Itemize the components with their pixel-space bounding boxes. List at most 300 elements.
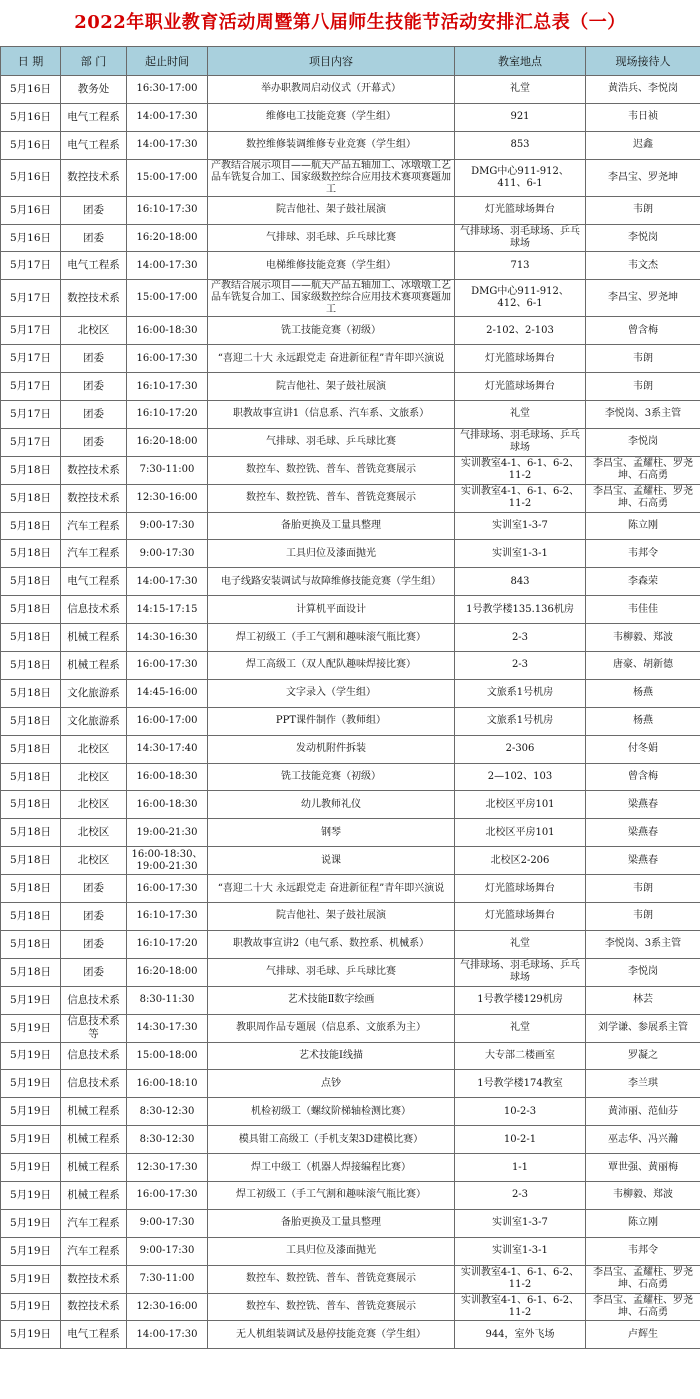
location-cell: 实训室1-3-7	[455, 1209, 586, 1237]
location-cell: 北校区平房101	[455, 819, 586, 847]
host-cell: 陈立刚	[586, 1209, 700, 1237]
host-cell: 李兰琪	[586, 1070, 700, 1098]
department-cell: 机械工程系	[61, 1154, 127, 1182]
host-cell: 韦邦令	[586, 1237, 700, 1265]
event-cell: 模具钳工高级工（手机支架3D建模比赛）	[208, 1126, 455, 1154]
host-cell: 李昌宝、罗尧坤	[586, 280, 700, 317]
time-cell: 9:00-17:30	[127, 1237, 208, 1265]
time-cell: 16:00-17:30	[127, 652, 208, 680]
department-cell: 北校区	[61, 819, 127, 847]
department-cell: 团委	[61, 373, 127, 401]
host-cell: 卢辉生	[586, 1321, 700, 1349]
date-cell: 5月18日	[1, 930, 61, 958]
host-cell: 迟鑫	[586, 131, 700, 159]
location-cell: 10-2-1	[455, 1126, 586, 1154]
date-cell: 5月19日	[1, 1181, 61, 1209]
location-cell: 大专部二楼画室	[455, 1042, 586, 1070]
table-row	[1, 847, 700, 875]
date-cell: 5月19日	[1, 1209, 61, 1237]
time-cell: 12:30-17:30	[127, 1154, 208, 1182]
location-cell: 2-306	[455, 735, 586, 763]
department-cell: 北校区	[61, 317, 127, 345]
host-cell: 陈立刚	[586, 512, 700, 540]
department-cell: 信息技术系	[61, 596, 127, 624]
host-cell: 韦朗	[586, 373, 700, 401]
department-cell: 北校区	[61, 763, 127, 791]
event-cell: 数控维修装调维修专业竞赛（学生组）	[208, 131, 455, 159]
time-cell: 19:00-21:30	[127, 819, 208, 847]
table-row	[1, 159, 700, 196]
location-cell: 文旅系1号机房	[455, 707, 586, 735]
location-cell: 礼堂	[455, 401, 586, 429]
location-cell: 灯光篮球场舞台	[455, 345, 586, 373]
table-row	[1, 373, 700, 401]
location-cell: 北校区平房101	[455, 791, 586, 819]
department-cell: 汽车工程系	[61, 1209, 127, 1237]
date-cell: 5月18日	[1, 679, 61, 707]
table-row	[1, 568, 700, 596]
date-cell: 5月18日	[1, 875, 61, 903]
date-cell: 5月19日	[1, 1293, 61, 1321]
date-cell: 5月18日	[1, 763, 61, 791]
department-cell: 文化旅游系	[61, 707, 127, 735]
department-cell: 团委	[61, 875, 127, 903]
date-cell: 5月19日	[1, 986, 61, 1014]
time-cell: 14:30-16:30	[127, 624, 208, 652]
department-cell: 信息技术系等	[61, 1014, 127, 1042]
time-cell: 14:30-17:40	[127, 735, 208, 763]
location-cell: 实训室1-3-7	[455, 512, 586, 540]
event-cell: 铣工技能竞赛（初级）	[208, 763, 455, 791]
department-cell: 电气工程系	[61, 1321, 127, 1349]
location-cell: 气排球场、羽毛球场、乒乓球场	[455, 428, 586, 456]
time-cell: 14:00-17:30	[127, 131, 208, 159]
department-cell: 团委	[61, 401, 127, 429]
host-cell: 黄沛丽、范仙芬	[586, 1098, 700, 1126]
date-cell: 5月18日	[1, 903, 61, 931]
event-cell: 备胎更换及工量具整理	[208, 1209, 455, 1237]
department-cell: 电气工程系	[61, 103, 127, 131]
table-row	[1, 1321, 700, 1349]
host-cell: 黄浩兵、李悦岗	[586, 76, 700, 104]
time-cell: 16:20-18:00	[127, 224, 208, 252]
date-cell: 5月17日	[1, 401, 61, 429]
event-cell: 计算机平面设计	[208, 596, 455, 624]
time-cell: 14:00-17:30	[127, 252, 208, 280]
department-cell: 团委	[61, 428, 127, 456]
host-cell: 覃世强、黄丽梅	[586, 1154, 700, 1182]
table-body	[1, 76, 700, 1349]
department-cell: 机械工程系	[61, 1181, 127, 1209]
table-row	[1, 1154, 700, 1182]
time-cell: 16:00-17:30	[127, 345, 208, 373]
event-cell: 电梯维修技能竞赛（学生组）	[208, 252, 455, 280]
department-cell: 北校区	[61, 735, 127, 763]
host-cell: 韦邦令	[586, 540, 700, 568]
department-cell: 信息技术系	[61, 1070, 127, 1098]
time-cell: 9:00-17:30	[127, 540, 208, 568]
location-cell: 实训室1-3-1	[455, 540, 586, 568]
event-cell: 气排球、羽毛球、乒乓球比赛	[208, 224, 455, 252]
event-cell: 焊工初级工（手工气割和趣味滚气瓶比赛）	[208, 1181, 455, 1209]
host-cell: 梁燕春	[586, 847, 700, 875]
department-cell: 数控技术系	[61, 484, 127, 512]
event-cell: 维修电工技能竞赛（学生组）	[208, 103, 455, 131]
header-time: 起止时间	[127, 47, 208, 76]
header-date: 日 期	[1, 47, 61, 76]
department-cell: 教务处	[61, 76, 127, 104]
table-row	[1, 280, 700, 317]
host-cell: 李昌宝、罗尧坤	[586, 159, 700, 196]
date-cell: 5月18日	[1, 958, 61, 986]
host-cell: 杨燕	[586, 679, 700, 707]
host-cell: 李昌宝、孟耀柱、罗尧坤、石高勇	[586, 1293, 700, 1321]
date-cell: 5月17日	[1, 345, 61, 373]
department-cell: 文化旅游系	[61, 679, 127, 707]
location-cell: 灯光篮球场舞台	[455, 875, 586, 903]
date-cell: 5月18日	[1, 707, 61, 735]
table-row	[1, 317, 700, 345]
location-cell: 2—102、103	[455, 763, 586, 791]
table-row	[1, 1126, 700, 1154]
department-cell: 团委	[61, 196, 127, 224]
location-cell: 10-2-3	[455, 1098, 586, 1126]
date-cell: 5月19日	[1, 1265, 61, 1293]
location-cell: 1号教学楼129机房	[455, 986, 586, 1014]
location-cell: 843	[455, 568, 586, 596]
location-cell: 1号教学楼174教室	[455, 1070, 586, 1098]
date-cell: 5月19日	[1, 1154, 61, 1182]
host-cell: 韦柳毅、郑波	[586, 1181, 700, 1209]
time-cell: 16:10-17:20	[127, 930, 208, 958]
time-cell: 16:30-17:00	[127, 76, 208, 104]
location-cell: 实训教室4-1、6-1、6-2、11-2	[455, 1265, 586, 1293]
event-cell: 焊工高级工（双人配队趣味焊接比赛）	[208, 652, 455, 680]
table-row	[1, 512, 700, 540]
time-cell: 16:10-17:30	[127, 373, 208, 401]
event-cell: “喜迎二十大 永远跟党走 奋进新征程”青年即兴演说	[208, 875, 455, 903]
time-cell: 8:30-12:30	[127, 1126, 208, 1154]
host-cell: 李森荣	[586, 568, 700, 596]
time-cell: 15:00-18:00	[127, 1042, 208, 1070]
host-cell: 李悦岗	[586, 958, 700, 986]
department-cell: 信息技术系	[61, 986, 127, 1014]
event-cell: 无人机组装调试及悬停技能竞赛（学生组）	[208, 1321, 455, 1349]
event-cell: 艺术技能Ⅱ数字绘画	[208, 986, 455, 1014]
department-cell: 北校区	[61, 847, 127, 875]
event-cell: 焊工初级工（手工气割和趣味滚气瓶比赛）	[208, 624, 455, 652]
department-cell: 数控技术系	[61, 159, 127, 196]
time-cell: 7:30-11:00	[127, 1265, 208, 1293]
department-cell: 汽车工程系	[61, 512, 127, 540]
table-row	[1, 1209, 700, 1237]
table-row	[1, 903, 700, 931]
host-cell: 李昌宝、孟耀柱、罗尧坤、石高勇	[586, 1265, 700, 1293]
host-cell: 罗凝之	[586, 1042, 700, 1070]
department-cell: 团委	[61, 224, 127, 252]
table-row	[1, 679, 700, 707]
location-cell: 北校区2-206	[455, 847, 586, 875]
host-cell: 韦日祯	[586, 103, 700, 131]
location-cell: 2-3	[455, 1181, 586, 1209]
event-cell: 院吉他社、架子鼓社展演	[208, 373, 455, 401]
host-cell: 韦朗	[586, 345, 700, 373]
location-cell: 1号教学楼135.136机房	[455, 596, 586, 624]
event-cell: PPT课件制作（教师组）	[208, 707, 455, 735]
table-row	[1, 540, 700, 568]
table-row	[1, 875, 700, 903]
event-cell: 焊工中级工（机器人焊接编程比赛）	[208, 1154, 455, 1182]
table-row	[1, 196, 700, 224]
location-cell: 1-1	[455, 1154, 586, 1182]
event-cell: 数控车、数控铣、普车、普铣竞赛展示	[208, 1293, 455, 1321]
event-cell: 文字录入（学生组）	[208, 679, 455, 707]
event-cell: 备胎更换及工量具整理	[208, 512, 455, 540]
event-cell: 工具归位及漆面抛光	[208, 540, 455, 568]
date-cell: 5月19日	[1, 1237, 61, 1265]
event-cell: 教职周作品专题展（信息系、文旅系为主）	[208, 1014, 455, 1042]
table-row	[1, 958, 700, 986]
location-cell: 灯光篮球场舞台	[455, 196, 586, 224]
location-cell: 944，室外飞场	[455, 1321, 586, 1349]
date-cell: 5月16日	[1, 196, 61, 224]
time-cell: 16:00-18:30	[127, 763, 208, 791]
host-cell: 李昌宝、孟耀柱、罗尧坤、石高勇	[586, 484, 700, 512]
table-row	[1, 484, 700, 512]
table-row	[1, 819, 700, 847]
date-cell: 5月18日	[1, 484, 61, 512]
event-cell: 幼儿教师礼仪	[208, 791, 455, 819]
date-cell: 5月18日	[1, 624, 61, 652]
time-cell: 14:00-17:30	[127, 103, 208, 131]
event-cell: 院吉他社、架子鼓社展演	[208, 903, 455, 931]
table-row	[1, 596, 700, 624]
table-row	[1, 763, 700, 791]
time-cell: 12:30-16:00	[127, 1293, 208, 1321]
event-cell: 铣工技能竞赛（初级）	[208, 317, 455, 345]
table-row	[1, 707, 700, 735]
table-row	[1, 1070, 700, 1098]
table-row	[1, 76, 700, 104]
time-cell: 16:10-17:20	[127, 401, 208, 429]
time-cell: 16:00-18:30、19:00-21:30	[127, 847, 208, 875]
time-cell: 12:30-16:00	[127, 484, 208, 512]
department-cell: 汽车工程系	[61, 1237, 127, 1265]
host-cell: 李悦岗	[586, 224, 700, 252]
table-row	[1, 1237, 700, 1265]
table-row	[1, 224, 700, 252]
date-cell: 5月19日	[1, 1321, 61, 1349]
time-cell: 15:00-17:00	[127, 280, 208, 317]
location-cell: 实训教室4-1、6-1、6-2、11-2	[455, 456, 586, 484]
date-cell: 5月17日	[1, 428, 61, 456]
table-row	[1, 428, 700, 456]
time-cell: 16:00-18:10	[127, 1070, 208, 1098]
event-cell: 数控车、数控铣、普车、普铣竞赛展示	[208, 456, 455, 484]
date-cell: 5月18日	[1, 456, 61, 484]
event-cell: 数控车、数控铣、普车、普铣竞赛展示	[208, 484, 455, 512]
host-cell: 林芸	[586, 986, 700, 1014]
event-cell: “喜迎二十大 永远跟党走 奋进新征程”青年即兴演说	[208, 345, 455, 373]
time-cell: 16:10-17:30	[127, 196, 208, 224]
date-cell: 5月18日	[1, 568, 61, 596]
header-event: 项目内容	[208, 47, 455, 76]
host-cell: 韦柳毅、郑波	[586, 624, 700, 652]
event-cell: 气排球、羽毛球、乒乓球比赛	[208, 428, 455, 456]
host-cell: 李昌宝、孟耀柱、罗尧坤、石高勇	[586, 456, 700, 484]
date-cell: 5月19日	[1, 1070, 61, 1098]
event-cell: 工具归位及漆面抛光	[208, 1237, 455, 1265]
table-header-row	[1, 47, 700, 76]
host-cell: 曾含梅	[586, 763, 700, 791]
department-cell: 数控技术系	[61, 456, 127, 484]
table-row	[1, 791, 700, 819]
event-cell: 气排球、羽毛球、乒乓球比赛	[208, 958, 455, 986]
event-cell: 发动机附件拆装	[208, 735, 455, 763]
host-cell: 梁燕春	[586, 819, 700, 847]
event-cell: 艺术技能Ⅰ线描	[208, 1042, 455, 1070]
table-row	[1, 930, 700, 958]
time-cell: 14:15-17:15	[127, 596, 208, 624]
date-cell: 5月18日	[1, 596, 61, 624]
date-cell: 5月18日	[1, 652, 61, 680]
event-cell: 机检初级工（螺纹阶梯轴检测比赛）	[208, 1098, 455, 1126]
event-cell: 说课	[208, 847, 455, 875]
event-cell: 产教结合展示项目——航天产品五轴加工、冰墩墩工艺品车铣复合加工、国家级数控综合应用技术赛项赛题加工	[208, 159, 455, 196]
time-cell: 9:00-17:30	[127, 512, 208, 540]
department-cell: 数控技术系	[61, 280, 127, 317]
time-cell: 16:00-17:00	[127, 707, 208, 735]
table-row	[1, 252, 700, 280]
time-cell: 14:30-17:30	[127, 1014, 208, 1042]
table-row	[1, 1293, 700, 1321]
location-cell: 礼堂	[455, 930, 586, 958]
department-cell: 信息技术系	[61, 1042, 127, 1070]
time-cell: 16:20-18:00	[127, 428, 208, 456]
host-cell: 唐豪、胡新德	[586, 652, 700, 680]
date-cell: 5月18日	[1, 512, 61, 540]
table-row	[1, 986, 700, 1014]
date-cell: 5月19日	[1, 1042, 61, 1070]
schedule-table	[0, 46, 700, 1349]
host-cell: 梁燕春	[586, 791, 700, 819]
department-cell: 机械工程系	[61, 1126, 127, 1154]
host-cell: 曾含梅	[586, 317, 700, 345]
host-cell: 韦朗	[586, 196, 700, 224]
table-row	[1, 1098, 700, 1126]
table-row	[1, 652, 700, 680]
location-cell: DMG中心911-912、411、6-1	[455, 159, 586, 196]
event-cell: 电子线路安装调试与故障维修技能竞赛（学生组）	[208, 568, 455, 596]
date-cell: 5月19日	[1, 1014, 61, 1042]
location-cell: 灯光篮球场舞台	[455, 373, 586, 401]
location-cell: 921	[455, 103, 586, 131]
event-cell: 举办职教周启动仪式（开幕式）	[208, 76, 455, 104]
location-cell: 文旅系1号机房	[455, 679, 586, 707]
table-row	[1, 1265, 700, 1293]
event-cell: 点钞	[208, 1070, 455, 1098]
table-row	[1, 456, 700, 484]
department-cell: 北校区	[61, 791, 127, 819]
location-cell: 实训教室4-1、6-1、6-2、11-2	[455, 1293, 586, 1321]
department-cell: 数控技术系	[61, 1293, 127, 1321]
date-cell: 5月18日	[1, 847, 61, 875]
location-cell: 713	[455, 252, 586, 280]
host-cell: 李悦岗、3系主管	[586, 401, 700, 429]
department-cell: 团委	[61, 903, 127, 931]
date-cell: 5月16日	[1, 76, 61, 104]
event-cell: 产教结合展示项目——航天产品五轴加工、冰墩墩工艺品车铣复合加工、国家级数控综合应用技术赛项赛题加工	[208, 280, 455, 317]
date-cell: 5月18日	[1, 735, 61, 763]
host-cell: 杨燕	[586, 707, 700, 735]
location-cell: 礼堂	[455, 1014, 586, 1042]
host-cell: 韦佳佳	[586, 596, 700, 624]
date-cell: 5月18日	[1, 791, 61, 819]
header-host: 现场接待人	[586, 47, 700, 76]
table-row	[1, 401, 700, 429]
date-cell: 5月17日	[1, 280, 61, 317]
time-cell: 14:00-17:30	[127, 568, 208, 596]
header-department: 部 门	[61, 47, 127, 76]
location-cell: DMG中心911-912、412、6-1	[455, 280, 586, 317]
department-cell: 数控技术系	[61, 1265, 127, 1293]
department-cell: 机械工程系	[61, 652, 127, 680]
time-cell: 16:00-17:30	[127, 875, 208, 903]
department-cell: 团委	[61, 345, 127, 373]
host-cell: 韦文杰	[586, 252, 700, 280]
host-cell: 刘学谦、参展系主管	[586, 1014, 700, 1042]
location-cell: 实训室1-3-1	[455, 1237, 586, 1265]
location-cell: 2-3	[455, 652, 586, 680]
table-row	[1, 131, 700, 159]
time-cell: 8:30-12:30	[127, 1098, 208, 1126]
time-cell: 16:10-17:30	[127, 903, 208, 931]
location-cell: 礼堂	[455, 76, 586, 104]
date-cell: 5月16日	[1, 103, 61, 131]
department-cell: 电气工程系	[61, 252, 127, 280]
department-cell: 汽车工程系	[61, 540, 127, 568]
date-cell: 5月17日	[1, 252, 61, 280]
time-cell: 14:00-17:30	[127, 1321, 208, 1349]
location-cell: 气排球场、羽毛球场、乒乓球场	[455, 224, 586, 252]
time-cell: 8:30-11:30	[127, 986, 208, 1014]
host-cell: 巫志华、冯兴瀚	[586, 1126, 700, 1154]
header-location: 教室地点	[455, 47, 586, 76]
date-cell: 5月19日	[1, 1098, 61, 1126]
location-cell: 气排球场、羽毛球场、乒乓球场	[455, 958, 586, 986]
department-cell: 电气工程系	[61, 568, 127, 596]
time-cell: 16:00-17:30	[127, 1181, 208, 1209]
date-cell: 5月18日	[1, 540, 61, 568]
host-cell: 韦朗	[586, 903, 700, 931]
location-cell: 853	[455, 131, 586, 159]
department-cell: 机械工程系	[61, 1098, 127, 1126]
table-row	[1, 735, 700, 763]
department-cell: 团委	[61, 958, 127, 986]
department-cell: 团委	[61, 930, 127, 958]
time-cell: 16:20-18:00	[127, 958, 208, 986]
host-cell: 李悦岗、3系主管	[586, 930, 700, 958]
event-cell: 职教故事宣讲1（信息系、汽车系、文旅系）	[208, 401, 455, 429]
department-cell: 电气工程系	[61, 131, 127, 159]
date-cell: 5月18日	[1, 819, 61, 847]
department-cell: 机械工程系	[61, 624, 127, 652]
table-row	[1, 1042, 700, 1070]
host-cell: 付冬娟	[586, 735, 700, 763]
event-cell: 职教故事宣讲2（电气系、数控系、机械系）	[208, 930, 455, 958]
event-cell: 院吉他社、架子鼓社展演	[208, 196, 455, 224]
table-row	[1, 1181, 700, 1209]
